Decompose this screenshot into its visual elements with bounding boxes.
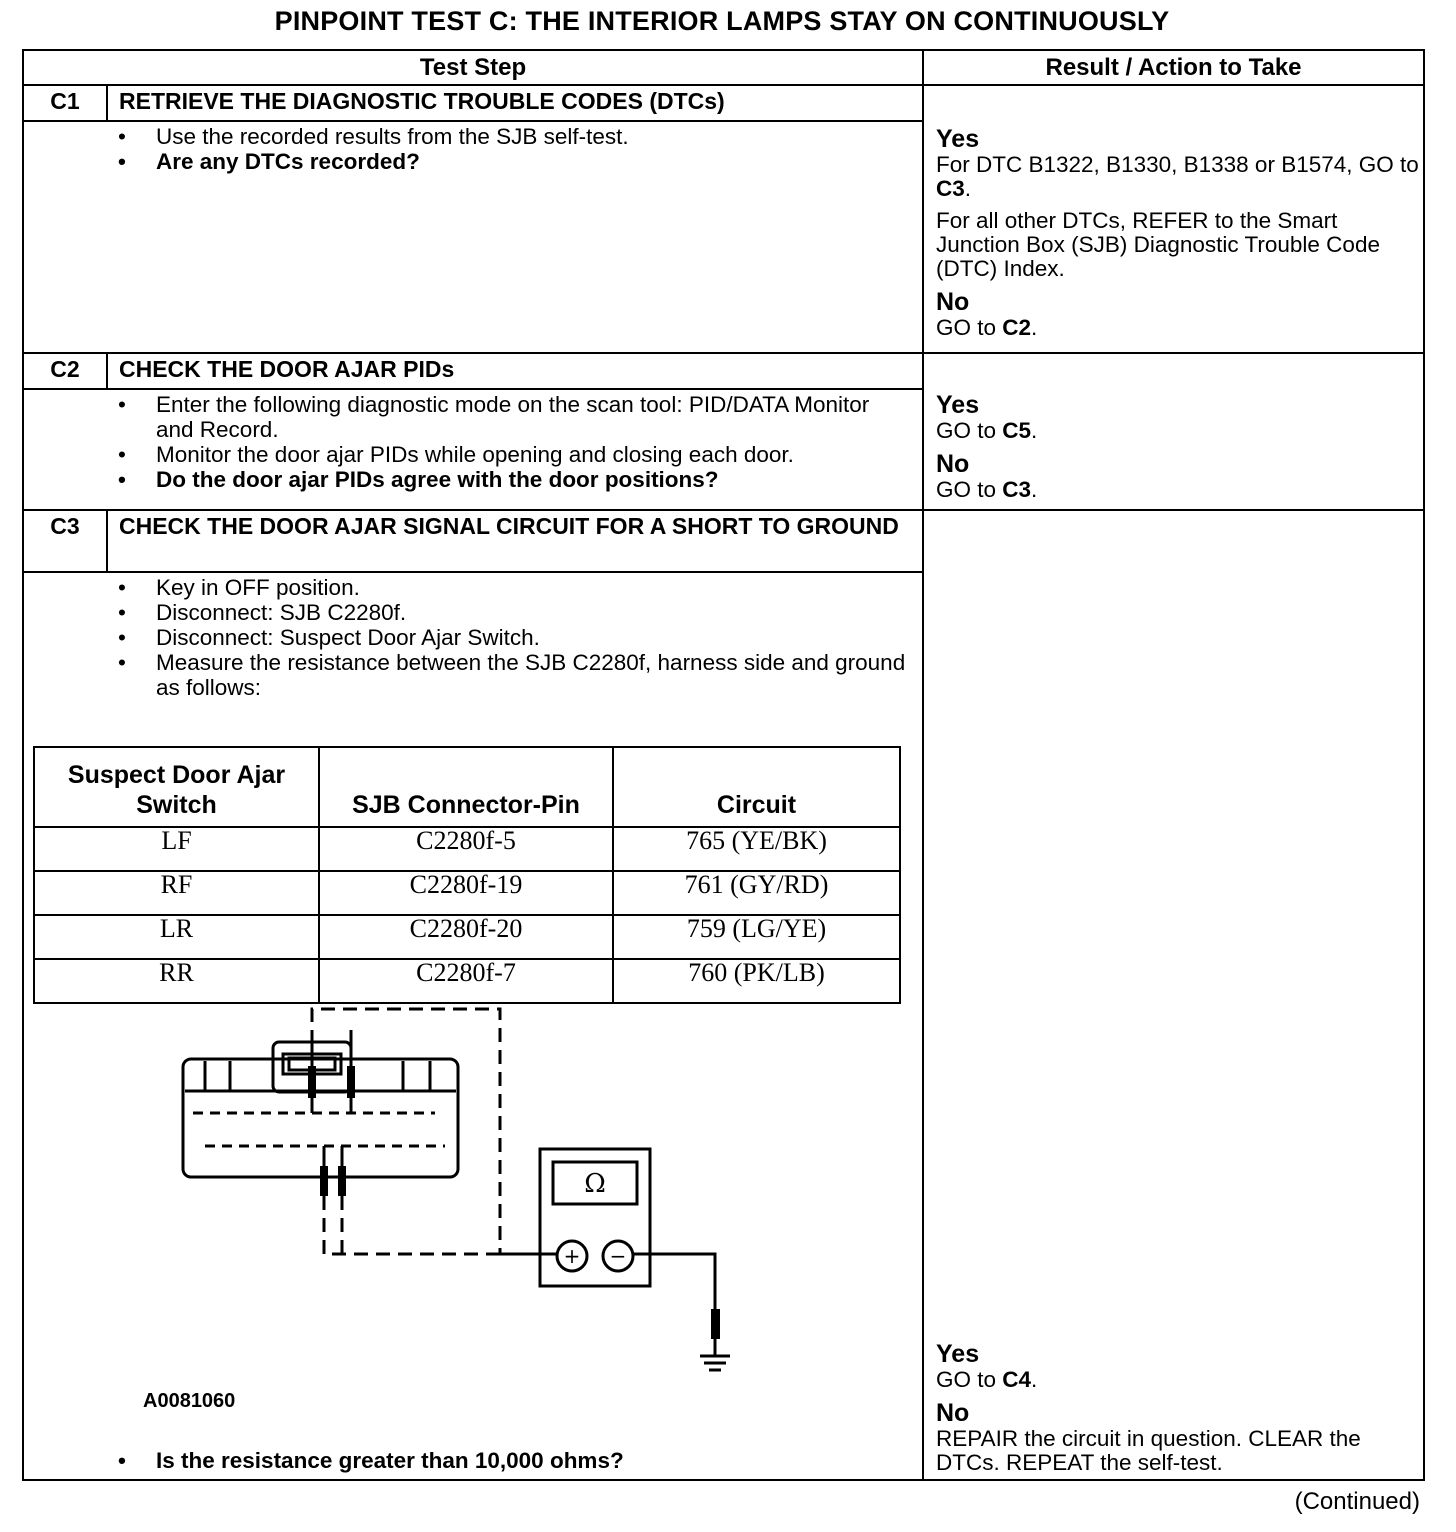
step-title: RETRIEVE THE DIAGNOSTIC TROUBLE CODES (DTCs) [107,85,923,121]
step-title: CHECK THE DOOR AJAR SIGNAL CIRCUIT FOR A SHORT TO GROUND [107,510,923,572]
header-test-step: Test Step [23,50,923,85]
table-row [34,915,900,959]
column-header: Suspect Door Ajar Switch [34,747,319,827]
wiring-diagram [33,1004,912,1444]
step-instructions [23,389,923,510]
table-cell: 761 (GY/RD) [613,871,900,915]
step-question: • Is the resistance greater than 10,000 ohms? [114,1448,912,1473]
step-result [923,510,1424,1480]
yes-action: GO to C5. [936,418,1038,443]
table-cell: 760 (PK/LB) [613,959,900,1003]
connector-pin-table [33,746,901,1004]
header-result: Result / Action to Take [923,50,1424,85]
table-cell: RF [34,871,319,915]
table-cell: RR [34,959,319,1003]
table-row [34,871,900,915]
table-cell: 759 (LG/YE) [613,915,900,959]
no-action: GO to C2. [936,315,1038,340]
instruction-item: • Use the recorded results from the SJB self-test. [114,124,912,149]
yes-label: Yes [936,125,980,153]
step-question: • Do the door ajar PIDs agree with the door positions? [114,467,912,492]
yes-action-other: For all other DTCs, REFER to the Smart Junction Box (SJB) Diagnostic Trouble Code (DTC) Index. [936,208,1380,281]
page-title: PINPOINT TEST C: THE INTERIOR LAMPS STAY ON CONTINUOUSLY [274,6,1170,36]
column-header: Circuit [613,747,900,827]
table-row [34,827,900,871]
continued-label: (Continued) [1294,1488,1420,1515]
table-cell: C2280f-20 [319,915,613,959]
ohm-symbol: Ω [584,1169,606,1199]
instruction-item: • Key in OFF position. [114,575,912,600]
step-result [923,85,1424,353]
step-title: CHECK THE DOOR AJAR PIDs [107,353,923,389]
step-id: C1 [23,85,107,121]
table-cell: LR [34,915,319,959]
plus-symbol: + [563,1244,581,1268]
no-label: No [936,450,970,478]
table-cell: C2280f-7 [319,959,613,1003]
instruction-item: • Measure the resistance between the SJB C2280f, harness side and ground as follows: [114,650,912,700]
connector-ohmmeter-diagram [33,1004,853,1444]
table-cell: C2280f-19 [319,871,613,915]
column-header: SJB Connector-Pin [319,747,613,827]
table-cell: C2280f-5 [319,827,613,871]
instruction-item: • Enter the following diagnostic mode on the scan tool: PID/DATA Monitor and Record. [114,392,912,442]
no-action: GO to C3. [936,477,1038,502]
pinpoint-test-table [22,49,1425,1481]
yes-action: GO to C4. [936,1367,1038,1392]
no-label: No [936,288,970,316]
step-result [923,353,1424,510]
table-cell: 765 (YE/BK) [613,827,900,871]
minus-symbol: − [609,1244,627,1268]
step-ref: C5 [1002,418,1032,443]
step-id: C2 [23,353,107,389]
no-action: REPAIR the circuit in question. CLEAR the DTCs. REPEAT the self-test. [936,1426,1361,1475]
step-instructions [23,121,923,353]
instruction-item: • Disconnect: Suspect Door Ajar Switch. [114,625,912,650]
instruction-item: • Monitor the door ajar PIDs while opening and closing each door. [114,442,912,467]
yes-label: Yes [936,1340,980,1368]
step-ref: C2 [1002,315,1032,340]
instruction-item: • Disconnect: SJB C2280f. [114,600,912,625]
yes-label: Yes [936,391,980,419]
yes-action: For DTC B1322, B1330, B1338 or B1574, GO to C3. [936,152,1419,201]
figure-id: A0081060 [143,1390,236,1412]
step-id: C3 [23,510,107,572]
step-instructions [23,572,923,1480]
no-label: No [936,1399,970,1427]
table-row [34,959,900,1003]
connector-body [183,1059,458,1177]
step-ref: C4 [1002,1367,1032,1392]
step-question: • Are any DTCs recorded? [114,149,912,174]
table-cell: LF [34,827,319,871]
step-ref: C3 [936,176,965,201]
step-ref: C3 [1002,477,1032,502]
